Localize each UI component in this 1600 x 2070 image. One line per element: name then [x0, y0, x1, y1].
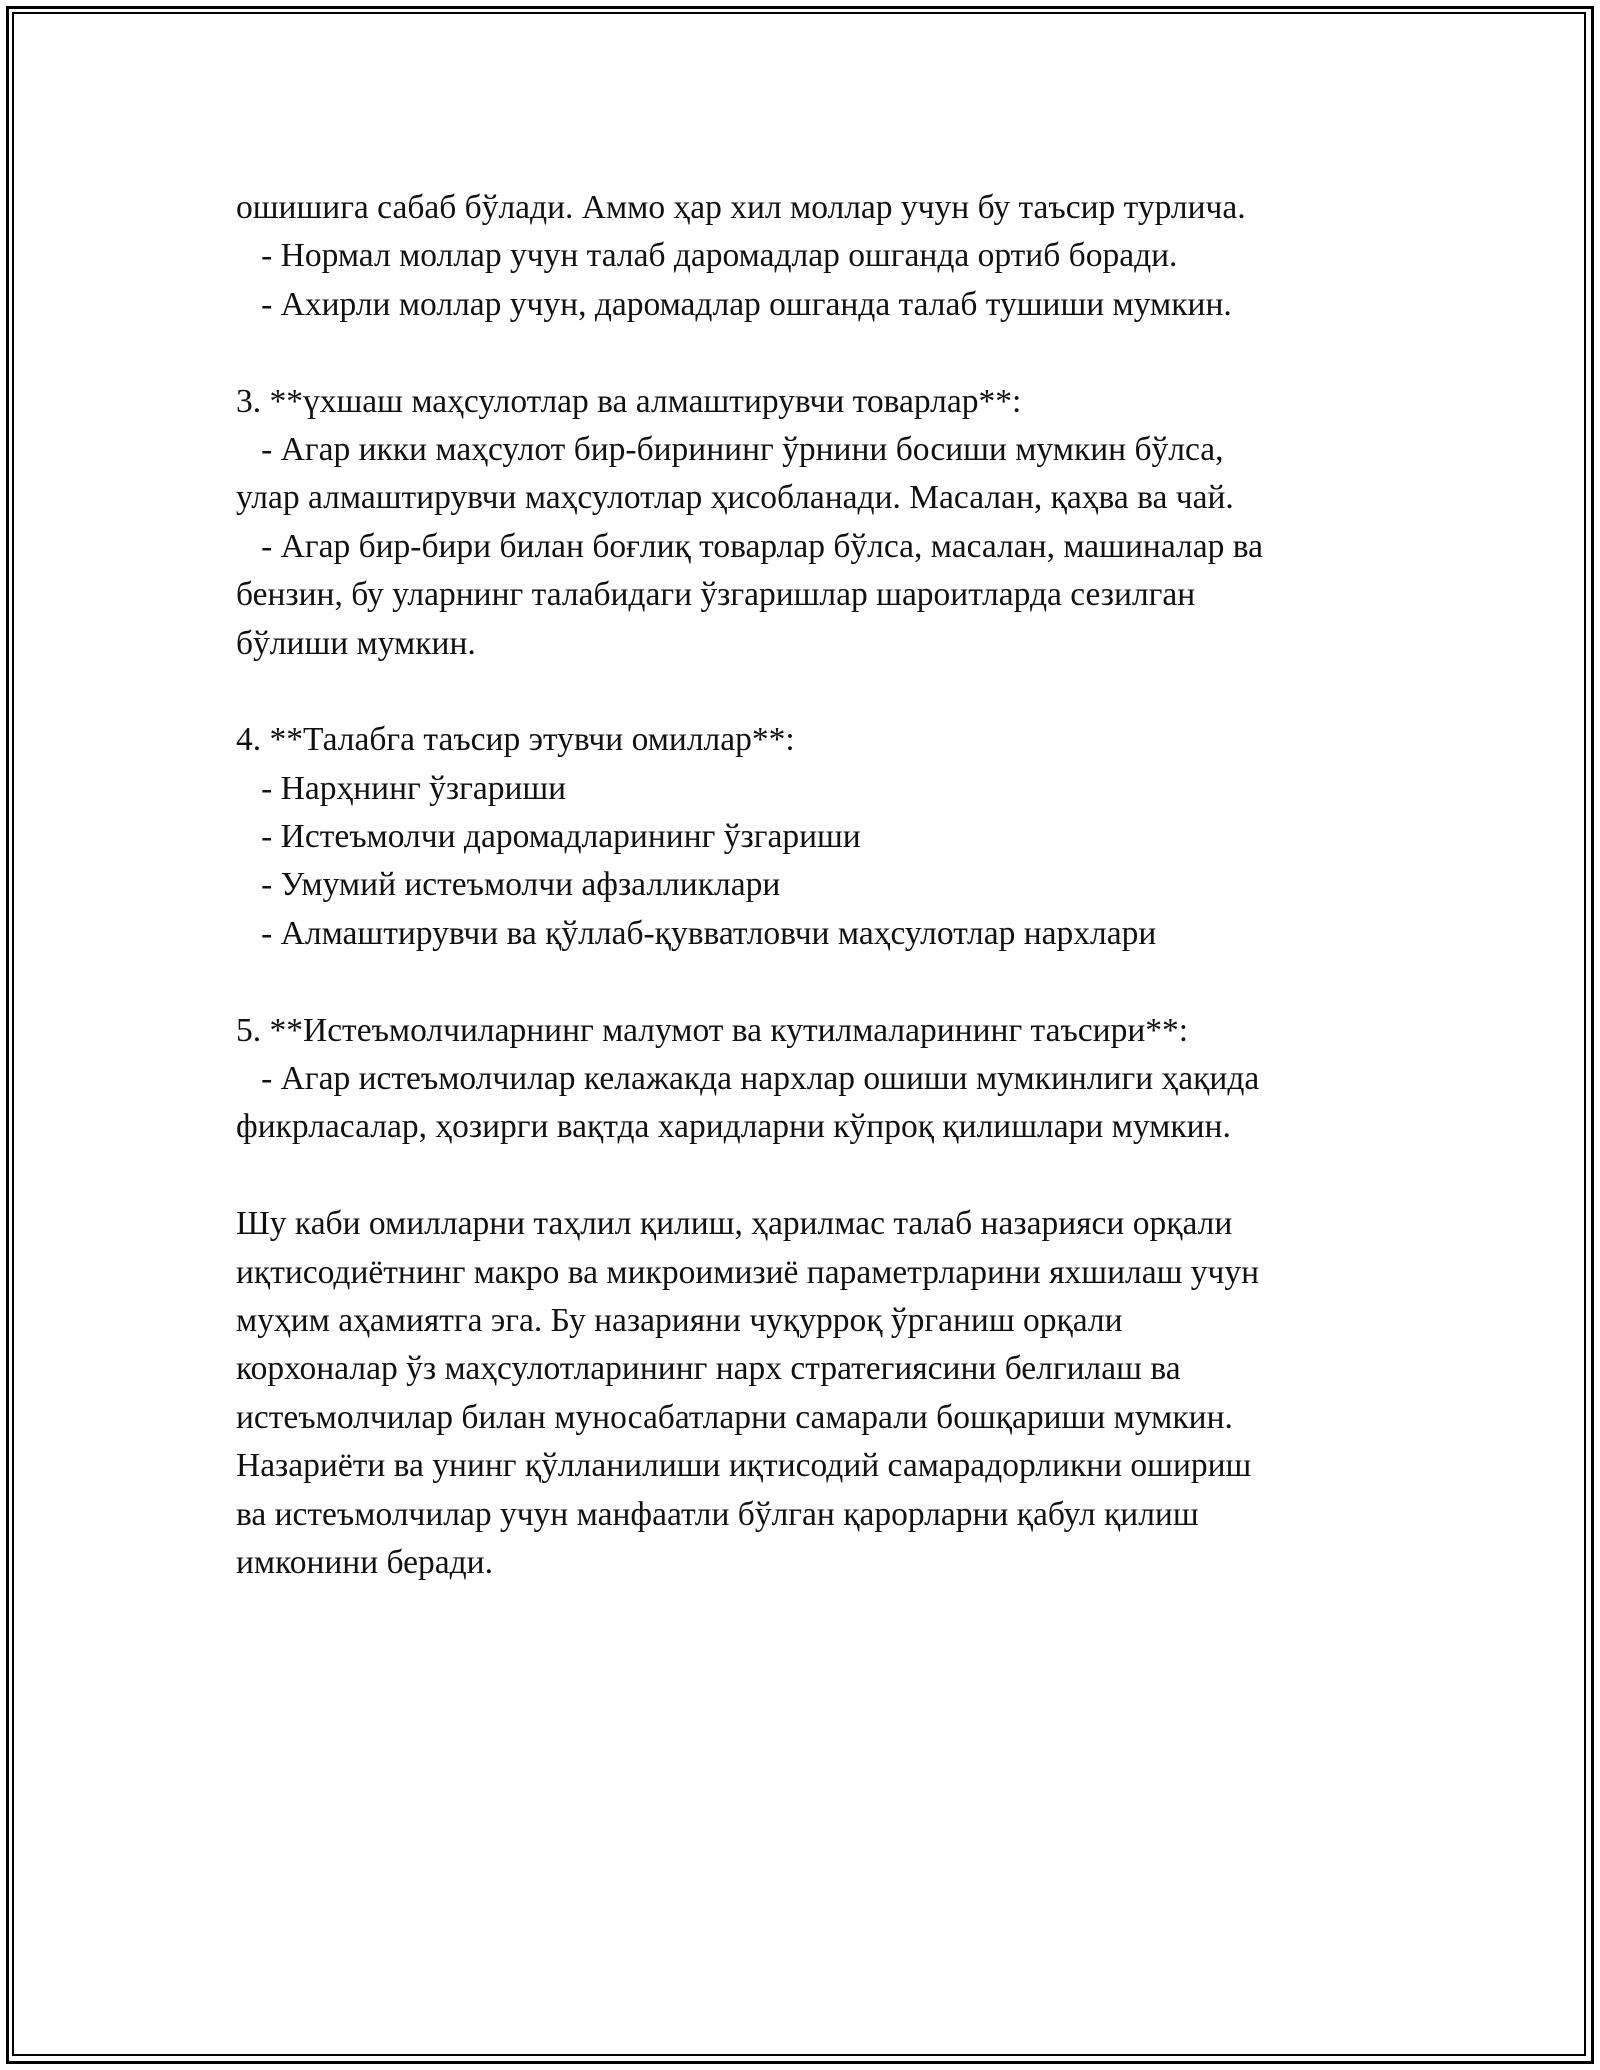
blank-line	[236, 1152, 1396, 1200]
paragraph-line: истеъмолчилар билан муносабатларни самарали бошқариши мумкин.	[236, 1398, 1233, 1436]
list-item: - Агар истеъмолчилар келажакда нархлар ошиши мумкинлиги ҳақида	[236, 1060, 1260, 1098]
blank-line	[236, 668, 1396, 716]
text-line: улар алмаштирувчи маҳсулотлар ҳисобланади. Масалан, қаҳва ва чай.	[236, 479, 1234, 517]
list-item: - Агар икки маҳсулот бир-бирининг ўрнини босиши мумкин бўлса,	[236, 430, 1224, 468]
list-item: - Агар бир-бири билан боғлиқ товарлар бўлса, масалан, машиналар ва	[236, 527, 1263, 565]
list-item: - Ахирли моллар учун, даромадлар ошганда талаб тушиши мумкин.	[236, 285, 1232, 323]
paragraph-line: Назариёти ва унинг қўлланилиши иқтисодий самарадорликни ошириш	[236, 1447, 1252, 1485]
paragraph-line: муҳим аҳамиятга эга. Бу назарияни чуқурроқ ўрганиш орқали	[236, 1301, 1123, 1339]
list-item: - Истеъмолчи даромадларининг ўзгариши	[236, 818, 861, 856]
paragraph-line: имконини беради.	[236, 1543, 493, 1581]
section-heading: 3. **үхшаш маҳсулотлар ва алмаштирувчи товарлар**:	[236, 382, 1022, 420]
text-line: ошишига сабаб бўлади. Аммо ҳар хил моллар учун бу таъсир турлича.	[236, 189, 1246, 226]
text-line: бензин, бу уларнинг талабидаги ўзгаришлар шароитларда сезилган	[236, 576, 1196, 614]
paragraph-line: ва истеъмолчилар учун манфаатли бўлган қарорларни қабул қилиш	[236, 1495, 1199, 1533]
document-body	[236, 184, 1396, 1587]
list-item: - Алмаштирувчи ва қўллаб-қувватловчи маҳсулотлар нархлари	[236, 914, 1157, 952]
text-line: бўлиши мумкин.	[236, 624, 476, 662]
paragraph-line: Шу каби омилларни таҳлил қилиш, ҳарилмас талаб назарияси орқали	[236, 1205, 1233, 1243]
section-heading: 5. **Истеъмолчиларнинг малумот ва кутилмаларининг таъсири**:	[236, 1011, 1189, 1049]
list-item: - Нормал моллар учун талаб даромадлар ошганда ортиб боради.	[236, 237, 1178, 275]
list-item: - Нарҳнинг ўзгариши	[236, 769, 567, 807]
blank-line	[236, 958, 1396, 1006]
blank-line	[236, 329, 1396, 377]
section-heading: 4. **Талабга таъсир этувчи омиллар**:	[236, 721, 795, 759]
text-line: фикрласалар, ҳозирги вақтда харидларни кўпроқ қилишлари мумкин.	[236, 1108, 1231, 1146]
paragraph-line: иқтисодиётнинг макро ва микроимизиё параметрларини яхшилаш учун	[236, 1253, 1260, 1291]
paragraph-line: корхоналар ўз маҳсулотларининг нарх стратегиясини белгилаш ва	[236, 1350, 1181, 1388]
list-item: - Умумий истеъмолчи афзалликлари	[236, 866, 781, 904]
